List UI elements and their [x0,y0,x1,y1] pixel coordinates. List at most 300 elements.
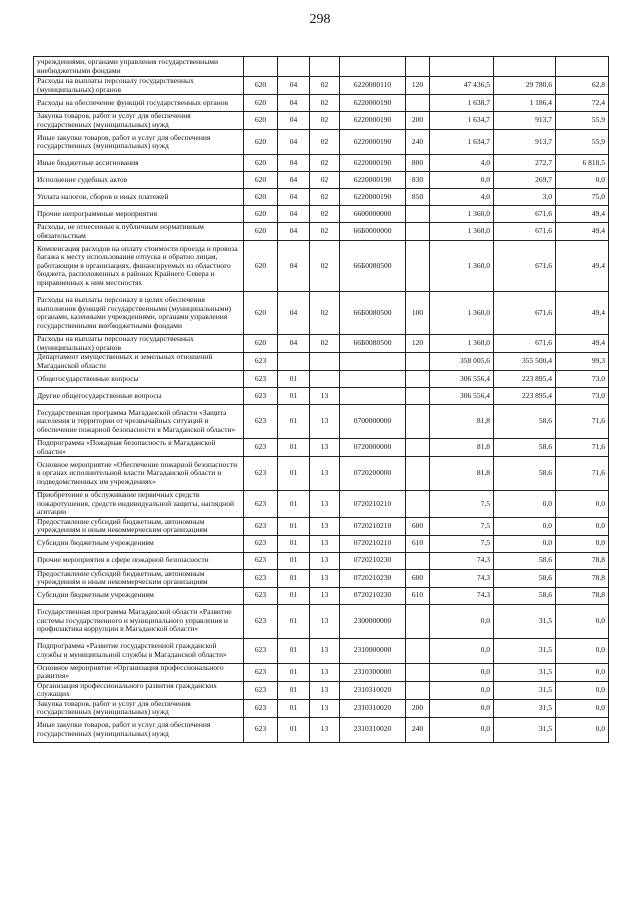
cell-name: Прочие мероприятия в сфере пожарной безопасности [34,552,244,569]
cell-executed-amount: 58,6 [494,552,556,569]
cell-grbs: 623 [244,587,278,604]
cell-section: 04 [278,206,310,223]
cell-expense-type [406,57,430,77]
table-row [34,172,609,189]
cell-name: Расходы, не отнесенные к публичным нормативным обязательствам [34,223,244,241]
cell-executed-amount: 269,7 [494,172,556,189]
cell-grbs: 620 [244,189,278,206]
cell-target-article: 0720210210 [340,491,406,518]
cell-grbs: 623 [244,491,278,518]
cell-executed-amount: 31,5 [494,604,556,638]
cell-approved-amount: 47 436,5 [430,77,494,95]
cell-section: 04 [278,189,310,206]
cell-execution-percent: 75,0 [556,189,609,206]
cell-approved-amount: 306 556,4 [430,388,494,405]
table-row [34,371,609,388]
cell-approved-amount: 0,0 [430,663,494,681]
cell-section: 01 [278,371,310,388]
cell-subsection: 02 [310,155,340,172]
cell-execution-percent: 0,0 [556,604,609,638]
cell-section: 01 [278,405,310,439]
cell-target-article: 66Б0080500 [340,292,406,335]
cell-grbs: 623 [244,604,278,638]
cell-target-article: 6220000190 [340,189,406,206]
cell-name: Субсидии бюджетным учреждениям [34,535,244,552]
cell-section: 04 [278,95,310,112]
cell-subsection [310,353,340,371]
cell-grbs [244,57,278,77]
cell-grbs: 623 [244,681,278,699]
cell-target-article: 2310310020 [340,699,406,717]
cell-approved-amount: 1 360,0 [430,241,494,292]
cell-section: 01 [278,663,310,681]
cell-execution-percent: 0,0 [556,663,609,681]
cell-approved-amount: 81,8 [430,457,494,491]
cell-target-article: 6220000190 [340,155,406,172]
cell-execution-percent [556,57,609,77]
cell-subsection: 02 [310,241,340,292]
cell-subsection: 02 [310,77,340,95]
cell-execution-percent: 0,0 [556,681,609,699]
table-row [34,517,609,535]
cell-executed-amount: 31,5 [494,638,556,663]
cell-expense-type [406,388,430,405]
cell-section: 04 [278,335,310,353]
cell-expense-type [406,638,430,663]
cell-execution-percent: 55,9 [556,112,609,130]
cell-subsection: 02 [310,335,340,353]
cell-execution-percent: 0,0 [556,638,609,663]
cell-executed-amount: 671,6 [494,223,556,241]
cell-target-article: 0720210230 [340,552,406,569]
cell-executed-amount: 31,5 [494,681,556,699]
cell-target-article: 66Б0080500 [340,241,406,292]
cell-name: Исполнение судебных актов [34,172,244,189]
cell-expense-type [406,663,430,681]
cell-execution-percent: 0,0 [556,717,609,742]
table-row [34,439,609,457]
table-row [34,130,609,155]
cell-approved-amount: 0,0 [430,638,494,663]
cell-expense-type: 610 [406,587,430,604]
cell-executed-amount: 223 895,4 [494,371,556,388]
cell-approved-amount: 7,5 [430,491,494,518]
cell-expense-type: 200 [406,699,430,717]
table-row [34,569,609,587]
cell-name: Предоставление субсидий бюджетным, автономным учреждениям и иным некоммерческим организациям [34,569,244,587]
table-row [34,206,609,223]
cell-subsection: 13 [310,491,340,518]
cell-execution-percent: 0,0 [556,172,609,189]
cell-executed-amount: 272,7 [494,155,556,172]
table-row [34,663,609,681]
cell-grbs: 620 [244,155,278,172]
cell-expense-type [406,405,430,439]
cell-approved-amount: 1 360,0 [430,335,494,353]
cell-grbs: 620 [244,77,278,95]
cell-section: 01 [278,388,310,405]
table-row [34,491,609,518]
cell-target-article: 0700000000 [340,405,406,439]
cell-execution-percent: 73,0 [556,388,609,405]
cell-expense-type: 120 [406,335,430,353]
cell-execution-percent: 0,0 [556,535,609,552]
cell-approved-amount: 0,0 [430,604,494,638]
cell-name: учреждениями, органами управления государственными внебюджетными фондами [34,57,244,77]
cell-executed-amount: 0,0 [494,517,556,535]
cell-approved-amount: 7,5 [430,535,494,552]
cell-name: Субсидии бюджетным учреждениям [34,587,244,604]
table-row [34,335,609,353]
cell-executed-amount: 913,7 [494,112,556,130]
cell-expense-type [406,439,430,457]
cell-subsection: 13 [310,535,340,552]
cell-executed-amount: 31,5 [494,663,556,681]
cell-expense-type [406,552,430,569]
cell-name: Компенсация расходов на оплату стоимости проезда и провоза багажа к месту использования отпуска и обратно лицам, работающим в организациях, финансируемых из областного бюджета, расположенных в районах Крайнего Севера и приравненных к ним местностях [34,241,244,292]
page-number: 298 [309,12,331,27]
cell-subsection: 02 [310,292,340,335]
cell-target-article: 66Б0000000 [340,223,406,241]
cell-target-article: 66Б0080500 [340,335,406,353]
cell-subsection: 13 [310,604,340,638]
cell-subsection [310,371,340,388]
cell-grbs: 620 [244,335,278,353]
cell-name: Расходы на выплаты персоналу государственных (муниципальных) органов [34,77,244,95]
cell-execution-percent: 55,9 [556,130,609,155]
cell-section: 01 [278,604,310,638]
cell-subsection: 13 [310,388,340,405]
cell-execution-percent: 0,0 [556,491,609,518]
cell-section: 01 [278,569,310,587]
cell-expense-type [406,371,430,388]
cell-executed-amount: 355 500,4 [494,353,556,371]
cell-expense-type: 240 [406,130,430,155]
cell-expense-type: 600 [406,517,430,535]
cell-grbs: 623 [244,517,278,535]
cell-approved-amount: 1 638,7 [430,95,494,112]
cell-execution-percent: 0,0 [556,517,609,535]
cell-target-article [340,353,406,371]
cell-grbs: 623 [244,353,278,371]
cell-grbs: 623 [244,439,278,457]
cell-approved-amount: 0,0 [430,681,494,699]
cell-approved-amount: 306 556,4 [430,371,494,388]
cell-grbs: 623 [244,405,278,439]
cell-section: 04 [278,130,310,155]
cell-target-article: 2300000000 [340,604,406,638]
cell-approved-amount: 4,0 [430,155,494,172]
cell-executed-amount: 58,6 [494,569,556,587]
cell-section: 01 [278,439,310,457]
cell-executed-amount: 671,6 [494,241,556,292]
cell-section: 01 [278,638,310,663]
cell-execution-percent: 0,0 [556,699,609,717]
cell-section: 01 [278,699,310,717]
cell-subsection: 13 [310,439,340,457]
cell-section: 01 [278,587,310,604]
cell-subsection: 13 [310,638,340,663]
cell-name: Расходы на обеспечение функций государственных органов [34,95,244,112]
cell-name: Другие общегосударственные вопросы [34,388,244,405]
cell-expense-type: 120 [406,77,430,95]
table-row [34,189,609,206]
cell-name: Департамент имущественных и земельных отношений Магаданской области [34,353,244,371]
cell-section: 01 [278,457,310,491]
cell-execution-percent: 49,4 [556,292,609,335]
cell-target-article: 6220000110 [340,77,406,95]
cell-subsection: 13 [310,717,340,742]
cell-execution-percent: 71,6 [556,439,609,457]
cell-expense-type [406,206,430,223]
cell-executed-amount: 3,0 [494,189,556,206]
cell-executed-amount: 31,5 [494,699,556,717]
table-row [34,587,609,604]
cell-expense-type: 610 [406,535,430,552]
table-row [34,552,609,569]
cell-approved-amount: 1 634,7 [430,112,494,130]
table-row [34,292,609,335]
cell-grbs: 620 [244,112,278,130]
table-row [34,457,609,491]
cell-name: Иные закупки товаров, работ и услуг для обеспечения государственных (муниципальных) нужд [34,717,244,742]
cell-subsection: 13 [310,681,340,699]
cell-target-article: 2310300000 [340,663,406,681]
cell-name: Уплата налогов, сборов и иных платежей [34,189,244,206]
cell-name: Общегосударственные вопросы [34,371,244,388]
cell-subsection: 02 [310,95,340,112]
cell-approved-amount: 358 005,6 [430,353,494,371]
cell-expense-type [406,491,430,518]
cell-expense-type: 100 [406,292,430,335]
cell-expense-type: 200 [406,112,430,130]
cell-executed-amount: 671,6 [494,335,556,353]
cell-expense-type: 850 [406,189,430,206]
cell-grbs: 620 [244,95,278,112]
cell-approved-amount: 1 360,0 [430,206,494,223]
cell-executed-amount: 1 186,4 [494,95,556,112]
cell-approved-amount: 0,0 [430,717,494,742]
cell-grbs: 623 [244,569,278,587]
cell-executed-amount: 29 780,6 [494,77,556,95]
cell-subsection: 02 [310,172,340,189]
cell-section: 04 [278,241,310,292]
cell-grbs: 623 [244,717,278,742]
cell-executed-amount: 223 895,4 [494,388,556,405]
cell-target-article: 0720210210 [340,517,406,535]
cell-section: 01 [278,535,310,552]
cell-grbs: 623 [244,638,278,663]
cell-name: Организация профессионального развития гражданских служащих [34,681,244,699]
cell-expense-type [406,95,430,112]
cell-subsection: 13 [310,405,340,439]
cell-expense-type [406,604,430,638]
cell-execution-percent: 49,4 [556,223,609,241]
table-row [34,353,609,371]
cell-executed-amount: 671,6 [494,292,556,335]
cell-name: Основное мероприятие «Организация профессионального развития» [34,663,244,681]
table-row [34,388,609,405]
cell-name: Расходы на выплаты персоналу государственных (муниципальных) органов [34,335,244,353]
cell-section: 01 [278,717,310,742]
cell-approved-amount: 74,3 [430,552,494,569]
cell-approved-amount: 7,5 [430,517,494,535]
cell-approved-amount: 0,0 [430,699,494,717]
table-row [34,155,609,172]
cell-approved-amount: 1 360,0 [430,223,494,241]
budget-table [33,56,609,743]
cell-execution-percent: 49,4 [556,206,609,223]
cell-section: 04 [278,172,310,189]
table-row [34,241,609,292]
cell-subsection: 02 [310,189,340,206]
cell-executed-amount: 671,6 [494,206,556,223]
cell-target-article: 0720210210 [340,535,406,552]
table-row [34,57,609,77]
cell-target-article: 2310310020 [340,681,406,699]
cell-execution-percent: 99,3 [556,353,609,371]
table-row [34,681,609,699]
cell-grbs: 623 [244,457,278,491]
cell-approved-amount: 81,8 [430,405,494,439]
cell-section: 01 [278,517,310,535]
cell-approved-amount [430,57,494,77]
cell-target-article: 6220000190 [340,95,406,112]
cell-name: Предоставление субсидий бюджетным, автономным учреждениям и иным некоммерческим организациям [34,517,244,535]
cell-name: Иные бюджетные ассигнования [34,155,244,172]
cell-grbs: 623 [244,552,278,569]
cell-grbs: 623 [244,535,278,552]
cell-grbs: 623 [244,388,278,405]
cell-executed-amount: 0,0 [494,491,556,518]
cell-name: Закупка товаров, работ и услуг для обеспечения государственных (муниципальных) нужд [34,699,244,717]
cell-grbs: 620 [244,292,278,335]
cell-subsection: 13 [310,663,340,681]
cell-subsection: 02 [310,130,340,155]
table-row [34,77,609,95]
cell-approved-amount: 0,0 [430,172,494,189]
cell-section: 04 [278,292,310,335]
cell-section [278,57,310,77]
cell-executed-amount: 0,0 [494,535,556,552]
cell-expense-type: 240 [406,717,430,742]
cell-name: Основное мероприятие «Обеспечение пожарной безопасности в органах исполнительной власти Магаданской области и подведомственных им учреждениях» [34,457,244,491]
cell-approved-amount: 4,0 [430,189,494,206]
cell-target-article: 0720210230 [340,569,406,587]
cell-name: Закупка товаров, работ и услуг для обеспечения государственных (муниципальных) нужд [34,112,244,130]
cell-section: 01 [278,552,310,569]
cell-grbs: 620 [244,223,278,241]
cell-execution-percent: 78,8 [556,569,609,587]
cell-target-article [340,371,406,388]
cell-expense-type: 800 [406,155,430,172]
cell-expense-type [406,457,430,491]
cell-executed-amount: 58,6 [494,587,556,604]
cell-execution-percent: 71,6 [556,405,609,439]
cell-approved-amount: 74,3 [430,587,494,604]
cell-name: Государственная программа Магаданской области «Развитие системы государственного и муниципального управления и профилактика коррупции в Магаданской области» [34,604,244,638]
cell-target-article: 0720200000 [340,457,406,491]
cell-subsection: 02 [310,112,340,130]
cell-name: Подпрограмма «Пожарная безопасность в Магаданской области» [34,439,244,457]
cell-section: 01 [278,491,310,518]
cell-name: Иные закупки товаров, работ и услуг для обеспечения государственных (муниципальных) нужд [34,130,244,155]
table-row [34,699,609,717]
cell-target-article: 0720000000 [340,439,406,457]
table-row [34,717,609,742]
cell-target-article: 6220000190 [340,172,406,189]
cell-grbs: 620 [244,206,278,223]
cell-approved-amount: 1 360,0 [430,292,494,335]
cell-grbs: 620 [244,172,278,189]
cell-executed-amount: 913,7 [494,130,556,155]
cell-subsection: 13 [310,699,340,717]
cell-execution-percent: 71,6 [556,457,609,491]
cell-approved-amount: 81,8 [430,439,494,457]
cell-execution-percent: 49,4 [556,241,609,292]
cell-executed-amount: 58,6 [494,457,556,491]
budget-table-body [34,57,609,743]
cell-section: 04 [278,112,310,130]
table-row [34,638,609,663]
cell-approved-amount: 1 634,7 [430,130,494,155]
cell-expense-type: 830 [406,172,430,189]
cell-execution-percent: 6 818,5 [556,155,609,172]
cell-section: 04 [278,77,310,95]
cell-expense-type: 600 [406,569,430,587]
cell-section: 01 [278,681,310,699]
cell-expense-type [406,241,430,292]
cell-subsection: 02 [310,223,340,241]
cell-subsection: 13 [310,517,340,535]
cell-target-article: 2310310020 [340,717,406,742]
table-row [34,405,609,439]
cell-target-article [340,388,406,405]
cell-section [278,353,310,371]
table-row [34,95,609,112]
cell-execution-percent: 73,0 [556,371,609,388]
cell-subsection [310,57,340,77]
table-row [34,223,609,241]
cell-execution-percent: 49,4 [556,335,609,353]
cell-executed-amount: 31,5 [494,717,556,742]
cell-name: Приобретение и обслуживание первичных средств пожаротушения, средств индивидуальной защиты, наглядной агитации [34,491,244,518]
cell-name: Государственная программа Магаданской области «Защита населения и территории от чрезвычайных ситуаций и обеспечение пожарной безопасности в Магаданской области» [34,405,244,439]
cell-subsection: 13 [310,457,340,491]
cell-expense-type [406,223,430,241]
cell-execution-percent: 72,4 [556,95,609,112]
cell-section: 04 [278,223,310,241]
cell-target-article: 6220000190 [340,130,406,155]
cell-grbs: 620 [244,130,278,155]
cell-subsection: 13 [310,552,340,569]
cell-name: Подпрограмма «Развитие государственной гражданской службы и муниципальной службы в Магаданской области» [34,638,244,663]
cell-execution-percent: 78,8 [556,552,609,569]
cell-expense-type [406,353,430,371]
cell-name: Расходы на выплаты персоналу в целях обеспечения выполнения функций государственными (муниципальными) органами, казенными учреждениями, органами управления государственными внебюджетными фондами [34,292,244,335]
cell-grbs: 620 [244,241,278,292]
cell-expense-type [406,681,430,699]
cell-target-article: 0720210230 [340,587,406,604]
cell-executed-amount: 58,6 [494,405,556,439]
cell-target-article [340,57,406,77]
cell-target-article: 6220000190 [340,112,406,130]
cell-grbs: 623 [244,663,278,681]
table-row [34,604,609,638]
cell-executed-amount [494,57,556,77]
table-row [34,112,609,130]
cell-execution-percent: 62,8 [556,77,609,95]
